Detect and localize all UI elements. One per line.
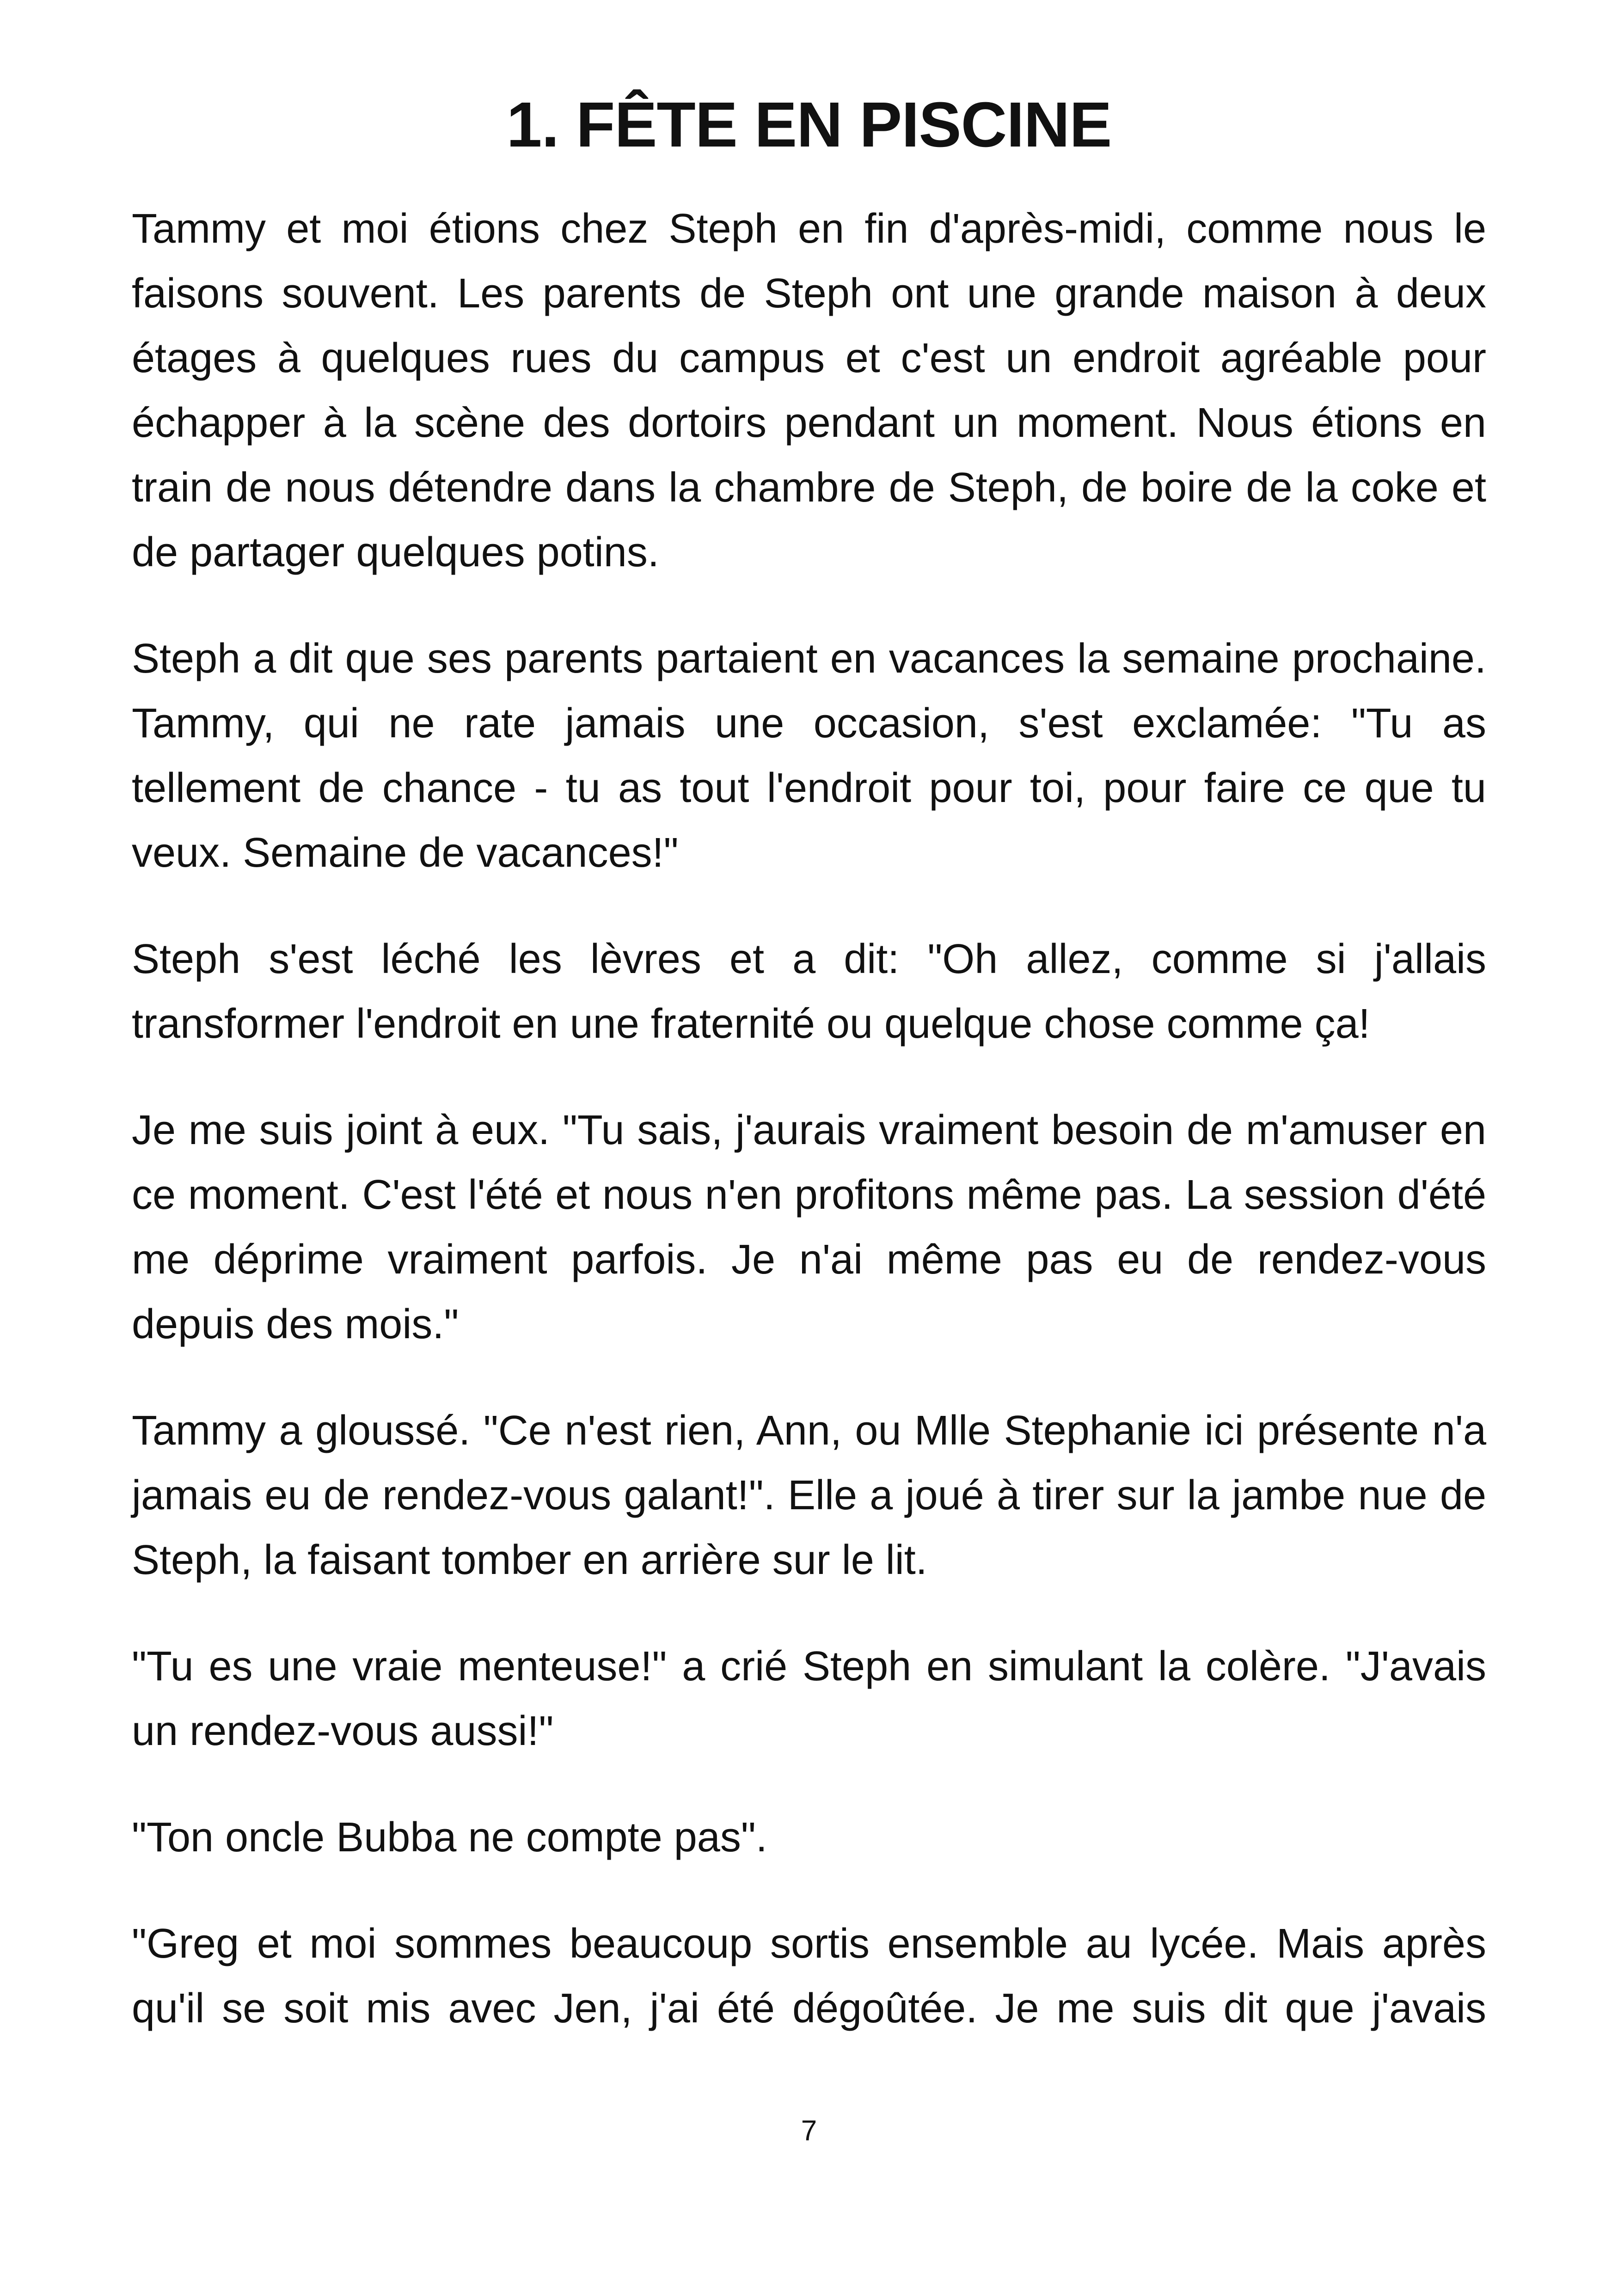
paragraph: Tammy et moi étions chez Steph en fin d'après-midi, comme nous le faisons souvent. Les parents de Steph ont une grande maison à deux étages à quelques rues du campus et c'est un endroit agréable pour échapper à la scène des dortoirs pendant un moment. Nous étions en train de nous détendre dans la chambre de Steph, de boire de la coke et de partager quelques potins.	[132, 206, 1486, 576]
paragraph: Tammy a gloussé. "Ce n'est rien, Ann, ou Mlle Stephanie ici présente n'a jamais eu de rendez-vous galant!". Elle a joué à tirer sur la jambe nue de Steph, la faisant tomber en arrière sur le lit.	[132, 1408, 1486, 1583]
paragraph: Steph s'est léché les lèvres et a dit: "Oh allez, comme si j'allais transformer l'endroit en une fraternité ou quelque chose comme ça!	[132, 936, 1486, 1047]
paragraph: "Tu es une vraie menteuse!" a crié Steph en simulant la colère. "J'avais un rendez-vous aussi!"	[132, 1643, 1486, 1754]
paragraph: "Ton oncle Bubba ne compte pas".	[132, 1814, 767, 1861]
chapter-body	[132, 196, 1486, 2041]
paragraph: Steph a dit que ses parents partaient en vacances la semaine prochaine. Tammy, qui ne rate jamais une occasion, s'est exclamée: "Tu as tellement de chance - tu as tout l'endroit pour toi, pour faire ce que tu veux. Semaine de vacances!"	[132, 636, 1486, 876]
page-number: 7	[801, 2115, 817, 2147]
chapter-title: 1. FÊTE EN PISCINE	[506, 89, 1112, 160]
paragraph: Je me suis joint à eux. "Tu sais, j'aurais vraiment besoin de m'amuser en ce moment. C'est l'été et nous n'en profitons même pas. La session d'été me déprime vraiment parfois. Je n'ai même pas eu de rendez-vous depuis des mois."	[132, 1107, 1486, 1347]
paragraph-continued: "Greg et moi sommes beaucoup sortis ensemble au lycée. Mais après qu'il se soit mis avec Jen, j'ai été dégoûtée. Je me suis dit que j'avais	[132, 1921, 1486, 2032]
